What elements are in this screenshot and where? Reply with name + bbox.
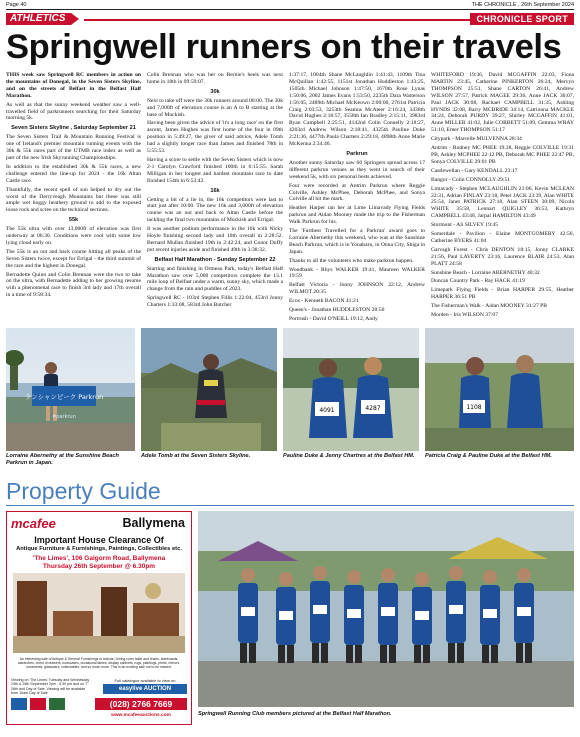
article-paragraph: As well as that the sunny weekend weather saw a well-travelled field of parkrunners searching for their Saturday morning 5k. [6, 101, 141, 122]
ad-viewing: Viewing on 'The Limes' Tuesday and Wednesday 24th & 25th September 2pm - 5.30 pm and on 'T' 26th and Day of Sale. Viewing will be available from 10am Day of Sale [11, 678, 90, 696]
photo-caption: Springwell Running Club members pictured at the Belfast Half Marathon. [198, 711, 392, 717]
photo-group-belfast-image [198, 511, 574, 707]
photo-belfast-hm-2 [425, 328, 574, 451]
photo-sign-flag: #parkrun [52, 414, 76, 420]
result-line: The Fisherman's Walk - Aidan MOONEY 31:27 PB [431, 303, 547, 310]
property-guide-rule [6, 505, 574, 506]
article-paragraph: In addition to the established 30k & 55k races, a new challenge entered the line-up for 2024 - the 16k Altan Castle race. [6, 163, 141, 184]
association-logo-icon [49, 698, 65, 710]
ad-date: Thursday 26th September @ 6.30pm [42, 563, 156, 570]
page-number: Page 40 [6, 2, 27, 8]
photo-caption: Pauline Duke & Jenny Chartres at the Belfast HM. [283, 453, 415, 459]
ad-logos [11, 698, 65, 710]
photo-caption: Lorraine Abernethy at the Sunshine Beach Parkrun in Japan. [6, 453, 119, 466]
photo-japan-parkrun [6, 328, 135, 451]
article-paragraph: The 'Furthest Travelled for a Parkrun' award goes to Lorraine Abernethy this weekend, who was at the Sunshine Beach Parkrun, which is in Yonabaru, in Onna City, Shiga in Japan. [289, 228, 425, 255]
article-paragraph: WHITEFORD 19:36, David MCGAFFIN 22:03, Fiona MARTIN 23:45, Catherine PINKERTON 26:24, Mervyn THOMPSON 25:51, Shane CARTON 26:41, Andrew WILSON 27:57, Patrick MAGEE 29:36, Anne JACK 30:07, Paul JACK 30:08, Rachael CAMPBELL 31:35, Ashling HYNDS 32:08, Barry MCBRIDE 34:14, Catrionna MACKLE 34:24, Deborah PURDY 39:27, Shirley MCGAFFIN 41:01, Anne MILLER 41:02, Julie CORBETT 51:09, Gemma WRAY 51:10, Emer THOMPSON 51:17 [431, 72, 574, 134]
ad-website: www.mcafeeauctions.com [111, 713, 171, 718]
ad-brand-logo: mcafee [11, 516, 56, 531]
photo-belfast-hm-1 [283, 328, 419, 451]
photo-seven-sisters [141, 328, 277, 451]
ad-photo [13, 573, 185, 653]
article-paragraph: Thankfully, the recent spell of sun helped to dry out the worst of the Derryveagh Mountains but these was still ample wet boggy heathery ground to add to the exposed loose rock and scree on the technical sections. [6, 186, 141, 214]
runner-bib: 4091 [319, 407, 335, 414]
section-tag: ATHLETICS [6, 13, 71, 25]
result-line: Portrush - David O'NEILL 19:12, Andy [289, 316, 378, 322]
article-paragraph: Another sunny Saturday saw 60 Springers spread across 17 different parkrun venues as they went in search of their weekend 5k, with six personal bests achieved. [289, 159, 425, 180]
ad-venue: 'The Limes', 106 Galgorm Road, Ballymena [32, 555, 166, 562]
runner-bib: 1108 [466, 404, 482, 411]
article-paragraph: Colin Brennan who was her on Bernie's heels was next home in 18th in 09:59:07. [147, 72, 283, 85]
result-line: Somerdale - Pavilion - Elaine MONTGOMERY 42:56, Catherine BYERS 41:04 [431, 231, 574, 244]
article-col-2 [147, 72, 283, 324]
result-line: Ecos - Kenneth BACON 41:21 [289, 298, 359, 305]
article-paragraph: Four were recorded at Antrim Parkrun where Reggie Colville, Ashley McPhee, Deborah McPhee, and Sonya Colville all hit the mark. [289, 182, 425, 203]
article-paragraph: Thanks to all the volunteers who make parkrun happen. [289, 257, 414, 264]
article-paragraph: The Seven Sisters Trail & Mountain Running Festival is one of Ireland's premier mountain running events with the 30k & 55k races part of the UTMB race index as well as part of the new Irish Skyrunning Championships. [6, 134, 141, 161]
result-line: Queen's - Jonathan HUDDLESTON 28:50 [289, 307, 385, 314]
result-line: Duncan Country Park - Ray HACK 41:19 [431, 278, 525, 285]
result-line: Belfast Victoria - Jonny JOHNSON 22:12, Andrew WILMOT 20:35 [289, 282, 425, 296]
auction-advert [6, 511, 192, 725]
article-paragraph: Heather Harper ran her at Lime Limavady Flying Fields parkrun and Aidan Mooney made the trip to the Fisherman Walk Parkrun for his. [289, 205, 425, 226]
brand-label: CHRONICLE SPORT [470, 13, 574, 25]
subhead: Seven Sisters Skyline , Saturday September 21 [11, 125, 136, 132]
ad-town: Ballymena [122, 516, 185, 530]
ad-online-label: Full catalogue available to view on [114, 678, 176, 683]
article-paragraph: Getting a bit of a lie in, the 16k competitors were last to start just after 10:00. The new 16k and 3,000ft of elevation course was an out and back to Altan Castle before the tackling the final two mountains of Muckish and Errigal. [147, 196, 283, 224]
photo-belfast-hm-2-image [425, 328, 574, 451]
article-paragraph: Having been given the advice of 'it's a long race' on the first ascent, James Hughes was first home of the four in 09th position in 5:49:27, the giver of said advice, Adele Tomb had a slightly longer race than James and finished 78th in 5:55:53. [147, 120, 283, 155]
article-paragraph: 1:37:17, 1004th Shane McLaughlin 1:41:43, 1109th Tina McQuillan 1:42:55, 1151st Jonathan Huddleston 1:43:25, 1505th Michael Johnson 1:47:50, 1670th Rose Lynas 1:50:06, 2002 James Evans 1:53:50, 2235th Dara Watterson 1:56:05, 2489th Michael McKeown 2:00:00, 2761st Patricia Craig 2:03:53, 3253th Seamus McAteer 2:16:24, 3438th David Hughes 2:18:57, 3558th Ian Bradley 2:15:11, 3983rd Ryan Campbell 2:25:51, 4142nd Colin Connelly 2:18:27, 4203rd Andrew Wilson 2:18:41, 4325th Pauline Duke 2:21:36, 4477th Paula Charters 2:29:18, 4898th Anne Marie McKenna 2:34:40. [289, 72, 425, 148]
section-rule [84, 19, 478, 21]
article-col-4 [431, 72, 574, 324]
headline: Springwell runners on their travels [6, 28, 562, 66]
article-paragraph: Starting and finishing in Ormeau Park, today's Belfast Half Marathon saw over 5,000 competitors complete the 13.1 mile loop of Belfast under a warm, sunny sky, which made a change from the rain and puddles of 2023. [147, 265, 283, 293]
publication-date: THE CHRONICLE , 26th September 2024 [471, 2, 574, 8]
subhead: 55k [68, 217, 79, 224]
result-line: Sunshine Beach - Lorraine ABERNETHY 40:32 [431, 269, 540, 276]
result-line: Bangor - Colin CONNOLLY 29:51 [431, 176, 511, 183]
result-line: Castlewellan - Gary KENDALL 23:17 [431, 167, 518, 174]
top-rule [6, 9, 574, 10]
result-line: Stormont - Ali SILVEY 19:45 [431, 222, 499, 229]
photo-caption: Patricia Craig & Pauline Duke at the Belfast HM. [425, 453, 552, 459]
ad-phone: (028) 2766 7669 [95, 698, 187, 710]
subhead: Belfast Half Marathon - Sunday September 22 [154, 256, 276, 263]
photo-caption: Adele Tomb at the Seven Sisters Skyline. [141, 453, 251, 459]
article-paragraph: The 55k ultra with over 13,000ft of elevation was first underway at 06:30. Conditions were cool with some low lying cloud early on. [6, 226, 141, 246]
ad-subheadline: Antique Furniture & Furnishings, Paintings, Collectibles etc. [16, 546, 182, 552]
furniture-logo-icon [30, 698, 46, 710]
ad-body: An interesting sale of Antique & General Furnishings to include; Dining room table and chairs, sideboards, wardrobes, chest of drawers, bookcases, occasional tables, display cabinets, rugs, paintings, prints, mirrors, ornaments, glassware, collectables, and so much more. This is an exciting sale not to be missed. [17, 657, 181, 670]
article-lead: THIS week saw Springwell RC members in action on the mountains of Donegal, in the Seven Sisters Skyline, and on the streets of Belfast in the Belfast Half Marathon. [6, 72, 141, 99]
photo-belfast-hm-1-image [283, 328, 419, 451]
subhead: 30k [210, 88, 220, 95]
article-col-3 [289, 72, 425, 324]
runner-bib: 4287 [365, 405, 381, 412]
result-line: Morden - Iris WILSON 37:07 [431, 312, 499, 319]
photo-sign-text: ランシャンピーク Parkrun [24, 393, 104, 401]
result-line: Citypark - Marcelle MULVENNA 28:34 [431, 136, 522, 143]
ad-headline: Important House Clearance Of [34, 535, 164, 545]
article-paragraph: Next to take off were the 30k runners around 08:00. The 30k and 7,000ft of elevation course is an A to B starting at the base of Muckish. [147, 97, 283, 118]
rics-logo-icon [11, 698, 27, 710]
article-body [6, 72, 574, 324]
ad-photo-image [13, 573, 185, 653]
subhead: 16k [210, 187, 220, 194]
article-paragraph: It was another podium performance in the 16k with Nicky Hoyle finishing second lady and 10th overall in 2:28:52. Bernard Mullan finished 19th in 2:42:24, and Conor Duffy put recent injuries aside and finished 49th in 3:38:32. [147, 226, 283, 253]
result-line: Woodbank - Rhys WALKER 19:41, Maureen WALKER 19:59 [289, 266, 425, 280]
article-paragraph: The 55k is an out and back course hitting all peaks of the Seven Sisters twice, except for Errigal - the third summit of the race and the highest in Donegal. [6, 248, 141, 269]
photo-seven-sisters-image [141, 328, 277, 451]
photo-group-belfast [198, 511, 574, 707]
photo-japan-parkrun-image [6, 328, 135, 451]
subhead: Parkrun [346, 150, 368, 157]
ad-online-site: easylive AUCTION [103, 684, 187, 694]
article-paragraph: Springwell RC - 103rd Stephen Fillis 1:22:04, 453rd Jonny Charters 1:33:08, 583rd John Butcher [147, 295, 283, 309]
result-line: Limavady - Stephen MCLAUGHLIN 21:06, Kevin MCLEAN 22:31, Adrian FINLAY 23:18, Peter JACK 23:39, Alan WHITE 25:54, Janet PATRICK 27:18, Alan STEEN 30:09, Nicola WHITE 35:58, Lennart QUIGLEY 36:53, Kathryn CAMPBELL 43:48, Jarpal HAMILTON 43:49 [431, 185, 574, 220]
result-line: Limepark Flying Fields - Brian HARPER 29:55, Heather HARPER 36:51 PB [431, 287, 574, 301]
article-paragraph: Having a score to settle with the Seven Sisters which is now 2-1 Carolyn Crawford finished 100th in 6:15:55. Sarah Milligan in her longest and hardest mountain race to date finished 154th in 6:53:42. [147, 156, 283, 184]
property-guide-title: Property Guide [6, 478, 161, 504]
result-line: Antrim - Rodney MC PHEE 19:28, Reggie COLVILLE 19:31 PB, Ashley MCPHEE 22:12 PB, Deborah MC PHEE 22:47 PB, Sonya COLVILLE 29:01 PB [431, 145, 574, 165]
article-paragraph: Bernadette Quinn and Colin Brennan were the two to take on the ultra, with Bernadette adding to her growing resume with a phenomenal race to finish 3rd lady and 17th overall in a time of 9:58:34. [6, 271, 141, 299]
result-line: Garvagh Forest - Chris DENTON 18:15, Jonny CLARKE 21:56, Paul LAVERTY 23:16, Laurence BLAIR 24:53, Alan PLATT 24:58 [431, 246, 574, 267]
article-col-1 [6, 72, 141, 324]
